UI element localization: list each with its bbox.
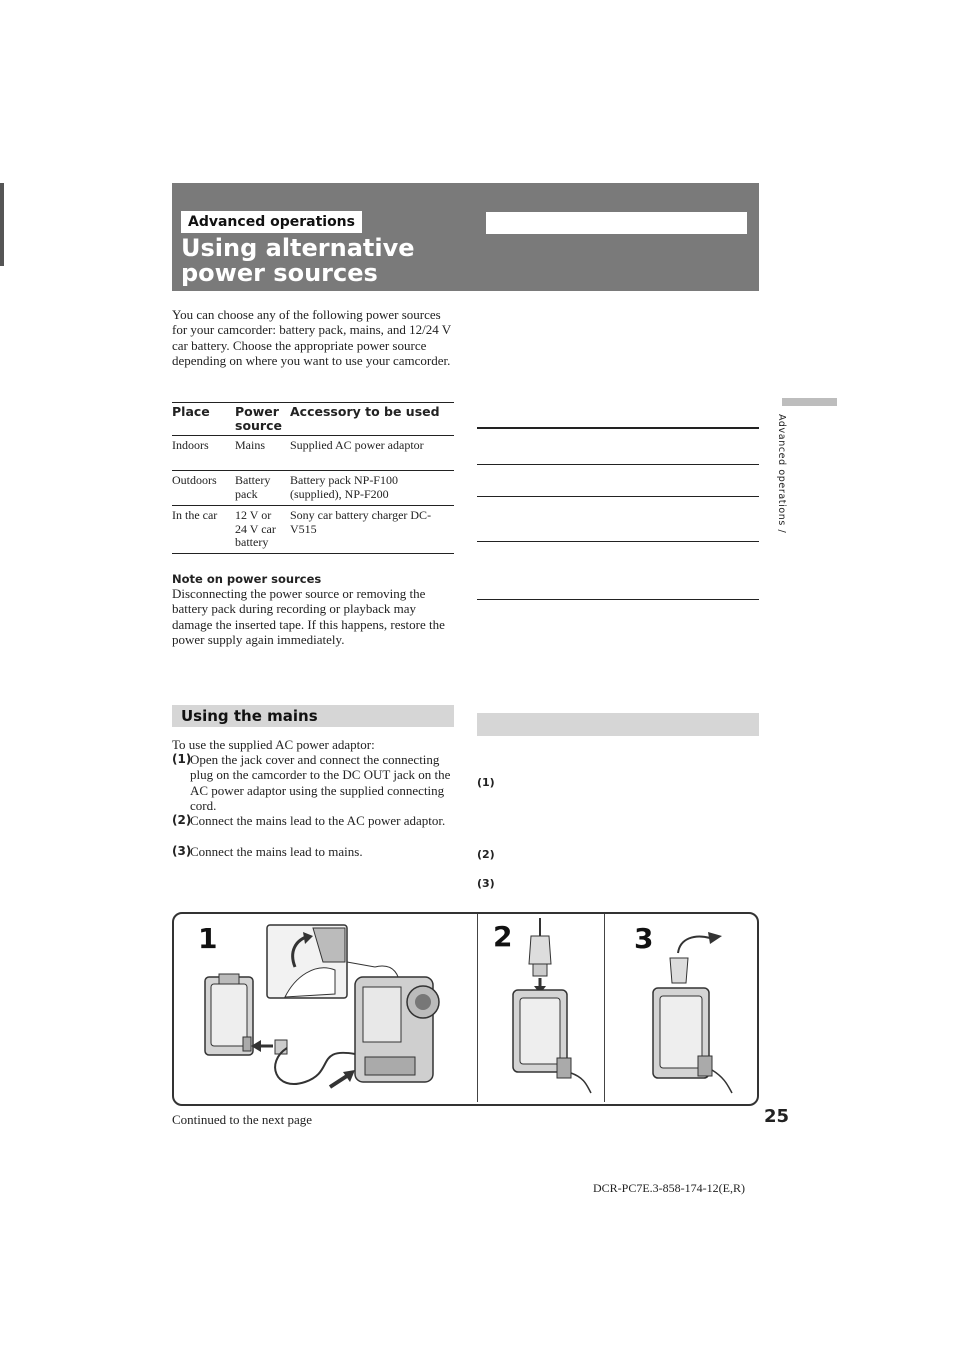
table-cell: Outdoors bbox=[172, 471, 235, 506]
table-cell: Battery pack bbox=[235, 471, 290, 506]
camcorder-connection-illustration bbox=[195, 922, 455, 1092]
note-heading: Note on power sources bbox=[172, 572, 322, 586]
step-3 bbox=[172, 844, 454, 859]
step-text: Open the jack cover and connect the connecting plug on the camcorder to the DC OUT jack on the AC power adaptor using the supplied connecting cord. bbox=[190, 752, 451, 813]
right-step-number: (2) bbox=[477, 848, 495, 861]
page-title: Using alternative power sources bbox=[181, 234, 415, 287]
table-cell: Mains bbox=[235, 436, 290, 471]
page-number: 25 bbox=[764, 1106, 790, 1127]
table-header-power-source: Power source bbox=[235, 403, 290, 436]
step-1 bbox=[172, 752, 454, 813]
right-table-rule bbox=[477, 427, 759, 429]
power-source-table bbox=[172, 402, 454, 554]
figure-divider bbox=[604, 914, 605, 1102]
figure-panel-number: 3 bbox=[634, 922, 654, 955]
header-right-label-box bbox=[486, 212, 747, 234]
right-table-rule bbox=[477, 464, 759, 465]
table-cell: Supplied AC power adaptor bbox=[290, 436, 454, 471]
table-row bbox=[172, 436, 454, 471]
side-tab bbox=[772, 414, 802, 564]
page-edge-marker bbox=[0, 183, 4, 266]
step-number: (1) bbox=[172, 752, 192, 766]
table-cell: In the car bbox=[172, 506, 235, 554]
right-step-number: (1) bbox=[477, 776, 495, 789]
figure-panel-number: 1 bbox=[198, 922, 218, 955]
table-row bbox=[172, 506, 454, 554]
step-2 bbox=[172, 813, 454, 828]
step-number: (3) bbox=[172, 844, 192, 858]
right-table-rule bbox=[477, 496, 759, 497]
table-header-accessory: Accessory to be used bbox=[290, 403, 454, 436]
step-text: Connect the mains lead to mains. bbox=[190, 844, 363, 859]
step-text: Connect the mains lead to the AC power adaptor. bbox=[190, 813, 446, 828]
model-code: DCR-PC7E.3-858-174-12(E,R) bbox=[593, 1181, 745, 1195]
continued-note: Continued to the next page bbox=[172, 1112, 313, 1127]
table-cell: Indoors bbox=[172, 436, 235, 471]
intro-paragraph: You can choose any of the following power sources for your camcorder: battery pack, mains, and 12/24 V car battery. Choose the appropriate power source depending on where you want to use your camcorder. bbox=[172, 307, 451, 368]
figure-panel-number: 2 bbox=[493, 920, 513, 953]
table-row bbox=[172, 471, 454, 506]
note-body: Disconnecting the power source or removing the battery pack during recording or playback may damage the inserted tape. If this happens, restore the power supply again immediately. bbox=[172, 586, 445, 647]
table-cell: Battery pack NP-F100 (supplied), NP-F200 bbox=[290, 471, 454, 506]
mains-intro: To use the supplied AC power adaptor: bbox=[172, 737, 375, 752]
mains-heading-right-bar bbox=[477, 713, 759, 736]
section-label: Advanced operations bbox=[181, 211, 362, 233]
right-table-rule bbox=[477, 599, 759, 600]
side-tab-label: Advanced operations / bbox=[776, 414, 787, 534]
step-number: (2) bbox=[172, 813, 192, 827]
mains-heading: Using the mains bbox=[181, 707, 318, 725]
mains-plug-illustration bbox=[650, 928, 750, 1093]
table-cell: 12 V or 24 V car battery bbox=[235, 506, 290, 554]
table-cell: Sony car battery charger DC-V515 bbox=[290, 506, 454, 554]
figure-divider bbox=[477, 914, 478, 1102]
table-header-place: Place bbox=[172, 403, 235, 436]
side-tab-bar bbox=[782, 398, 837, 406]
right-table-rule bbox=[477, 541, 759, 542]
mains-heading-bar bbox=[172, 705, 454, 727]
right-step-number: (3) bbox=[477, 877, 495, 890]
mains-lead-adaptor-illustration bbox=[505, 918, 600, 1093]
